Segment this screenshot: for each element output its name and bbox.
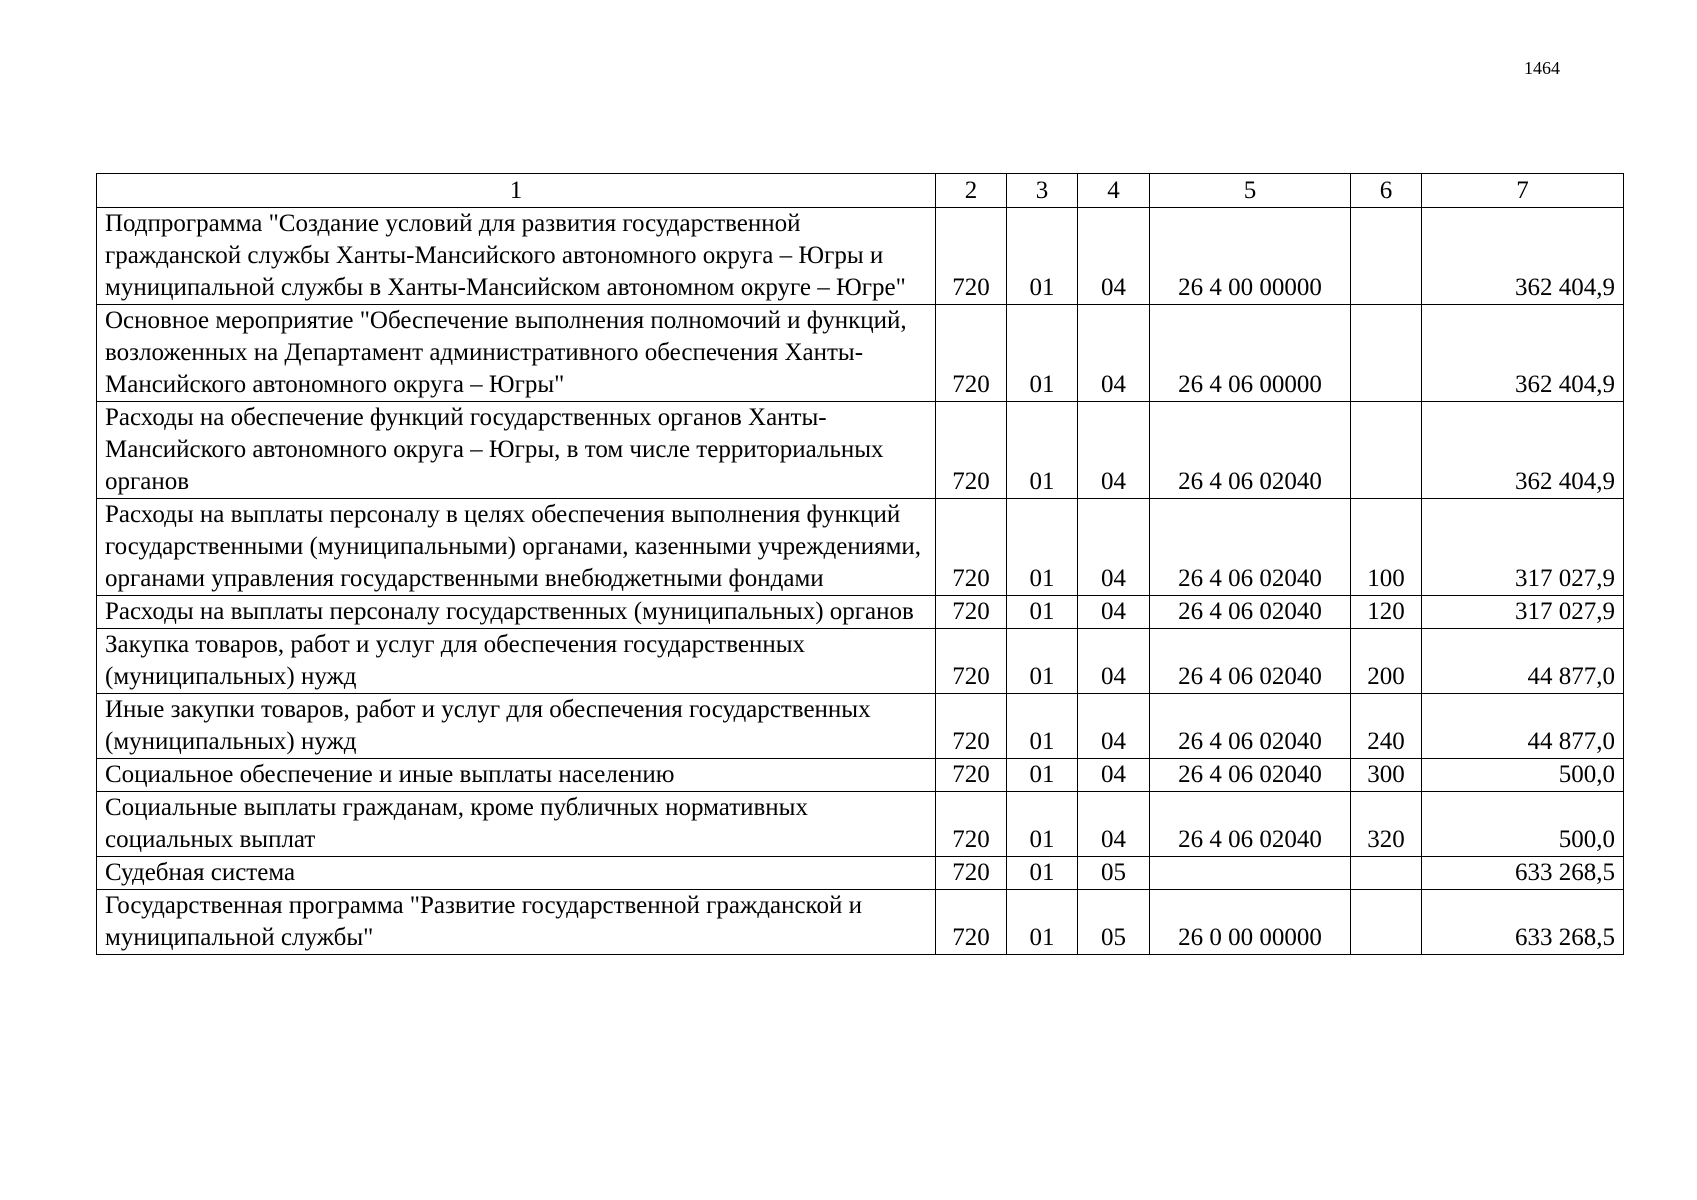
section-code-cell: 01 <box>1007 857 1078 890</box>
table-row <box>97 857 1624 890</box>
table-row <box>97 694 1624 759</box>
subsection-code-cell: 04 <box>1078 792 1150 857</box>
row-name-cell: Расходы на обеспечение функций государственных органов Ханты-Мансийского автономного округа – Югры, в том числе территориальных органов <box>97 402 936 499</box>
amount-cell: 317 027,9 <box>1422 499 1624 596</box>
amount-cell: 362 404,9 <box>1422 402 1624 499</box>
amount-cell: 362 404,9 <box>1422 208 1624 305</box>
expense-type-cell: 240 <box>1351 694 1422 759</box>
table-row <box>97 629 1624 694</box>
row-name-cell: Социальное обеспечение и иные выплаты населению <box>97 759 936 792</box>
table-row <box>97 596 1624 629</box>
row-name-cell: Подпрограмма "Создание условий для развития государственной гражданской службы Ханты-Мансийского автономного округа – Югры и муниципальной службы в Ханты-Мансийском автономном округе – Югре" <box>97 208 936 305</box>
page-number: 1464 <box>1524 58 1560 78</box>
amount-cell: 44 877,0 <box>1422 694 1624 759</box>
expense-type-cell: 200 <box>1351 629 1422 694</box>
subsection-code-cell: 04 <box>1078 596 1150 629</box>
column-header: 2 <box>936 174 1007 208</box>
amount-cell: 633 268,5 <box>1422 857 1624 890</box>
row-name-cell: Расходы на выплаты персоналу в целях обеспечения выполнения функций государственными (муниципальными) органами, казенными учреждениями, органами управления государственными внебюджетными фондами <box>97 499 936 596</box>
amount-cell: 633 268,5 <box>1422 890 1624 955</box>
section-code-cell: 01 <box>1007 596 1078 629</box>
expense-type-cell: 300 <box>1351 759 1422 792</box>
section-code-cell: 01 <box>1007 629 1078 694</box>
target-article-cell: 26 4 00 00000 <box>1150 208 1351 305</box>
column-header: 6 <box>1351 174 1422 208</box>
section-code-cell: 01 <box>1007 792 1078 857</box>
amount-cell: 317 027,9 <box>1422 596 1624 629</box>
expense-type-cell <box>1351 857 1422 890</box>
column-header: 1 <box>97 174 936 208</box>
section-code-cell: 01 <box>1007 402 1078 499</box>
table-header-row <box>97 174 1624 208</box>
row-name-cell: Закупка товаров, работ и услуг для обеспечения государственных (муниципальных) нужд <box>97 629 936 694</box>
table-row <box>97 402 1624 499</box>
row-name-cell: Расходы на выплаты персоналу государственных (муниципальных) органов <box>97 596 936 629</box>
row-name-cell: Основное мероприятие "Обеспечение выполнения полномочий и функций, возложенных на Департамент административного обеспечения Ханты-Мансийского автономного округа – Югры" <box>97 305 936 402</box>
expense-type-cell <box>1351 208 1422 305</box>
table-row <box>97 792 1624 857</box>
ministry-code-cell: 720 <box>936 305 1007 402</box>
table-row <box>97 759 1624 792</box>
column-header: 4 <box>1078 174 1150 208</box>
subsection-code-cell: 04 <box>1078 499 1150 596</box>
section-code-cell: 01 <box>1007 694 1078 759</box>
row-name-cell: Иные закупки товаров, работ и услуг для обеспечения государственных (муниципальных) нужд <box>97 694 936 759</box>
subsection-code-cell: 04 <box>1078 759 1150 792</box>
section-code-cell: 01 <box>1007 305 1078 402</box>
ministry-code-cell: 720 <box>936 499 1007 596</box>
expense-type-cell <box>1351 305 1422 402</box>
ministry-code-cell: 720 <box>936 792 1007 857</box>
target-article-cell: 26 4 06 02040 <box>1150 402 1351 499</box>
target-article-cell: 26 4 06 02040 <box>1150 596 1351 629</box>
target-article-cell: 26 0 00 00000 <box>1150 890 1351 955</box>
amount-cell: 500,0 <box>1422 792 1624 857</box>
subsection-code-cell: 04 <box>1078 402 1150 499</box>
subsection-code-cell: 04 <box>1078 208 1150 305</box>
ministry-code-cell: 720 <box>936 759 1007 792</box>
table-row <box>97 890 1624 955</box>
ministry-code-cell: 720 <box>936 694 1007 759</box>
expense-type-cell: 100 <box>1351 499 1422 596</box>
section-code-cell: 01 <box>1007 499 1078 596</box>
section-code-cell: 01 <box>1007 759 1078 792</box>
expense-type-cell <box>1351 402 1422 499</box>
section-code-cell: 01 <box>1007 208 1078 305</box>
target-article-cell: 26 4 06 02040 <box>1150 629 1351 694</box>
row-name-cell: Государственная программа "Развитие государственной гражданской и муниципальной службы" <box>97 890 936 955</box>
ministry-code-cell: 720 <box>936 629 1007 694</box>
table-row <box>97 305 1624 402</box>
expense-type-cell <box>1351 890 1422 955</box>
ministry-code-cell: 720 <box>936 596 1007 629</box>
target-article-cell: 26 4 06 02040 <box>1150 694 1351 759</box>
column-header: 7 <box>1422 174 1624 208</box>
column-header: 3 <box>1007 174 1078 208</box>
subsection-code-cell: 04 <box>1078 629 1150 694</box>
table-row <box>97 499 1624 596</box>
ministry-code-cell: 720 <box>936 208 1007 305</box>
expense-type-cell: 120 <box>1351 596 1422 629</box>
target-article-cell: 26 4 06 00000 <box>1150 305 1351 402</box>
subsection-code-cell: 04 <box>1078 694 1150 759</box>
table-row <box>97 208 1624 305</box>
expense-type-cell: 320 <box>1351 792 1422 857</box>
ministry-code-cell: 720 <box>936 857 1007 890</box>
subsection-code-cell: 05 <box>1078 857 1150 890</box>
row-name-cell: Социальные выплаты гражданам, кроме публичных нормативных социальных выплат <box>97 792 936 857</box>
row-name-cell: Судебная система <box>97 857 936 890</box>
target-article-cell <box>1150 857 1351 890</box>
ministry-code-cell: 720 <box>936 890 1007 955</box>
column-header: 5 <box>1150 174 1351 208</box>
target-article-cell: 26 4 06 02040 <box>1150 759 1351 792</box>
amount-cell: 500,0 <box>1422 759 1624 792</box>
ministry-code-cell: 720 <box>936 402 1007 499</box>
subsection-code-cell: 04 <box>1078 305 1150 402</box>
budget-table <box>96 173 1624 955</box>
section-code-cell: 01 <box>1007 890 1078 955</box>
amount-cell: 362 404,9 <box>1422 305 1624 402</box>
amount-cell: 44 877,0 <box>1422 629 1624 694</box>
subsection-code-cell: 05 <box>1078 890 1150 955</box>
target-article-cell: 26 4 06 02040 <box>1150 792 1351 857</box>
target-article-cell: 26 4 06 02040 <box>1150 499 1351 596</box>
